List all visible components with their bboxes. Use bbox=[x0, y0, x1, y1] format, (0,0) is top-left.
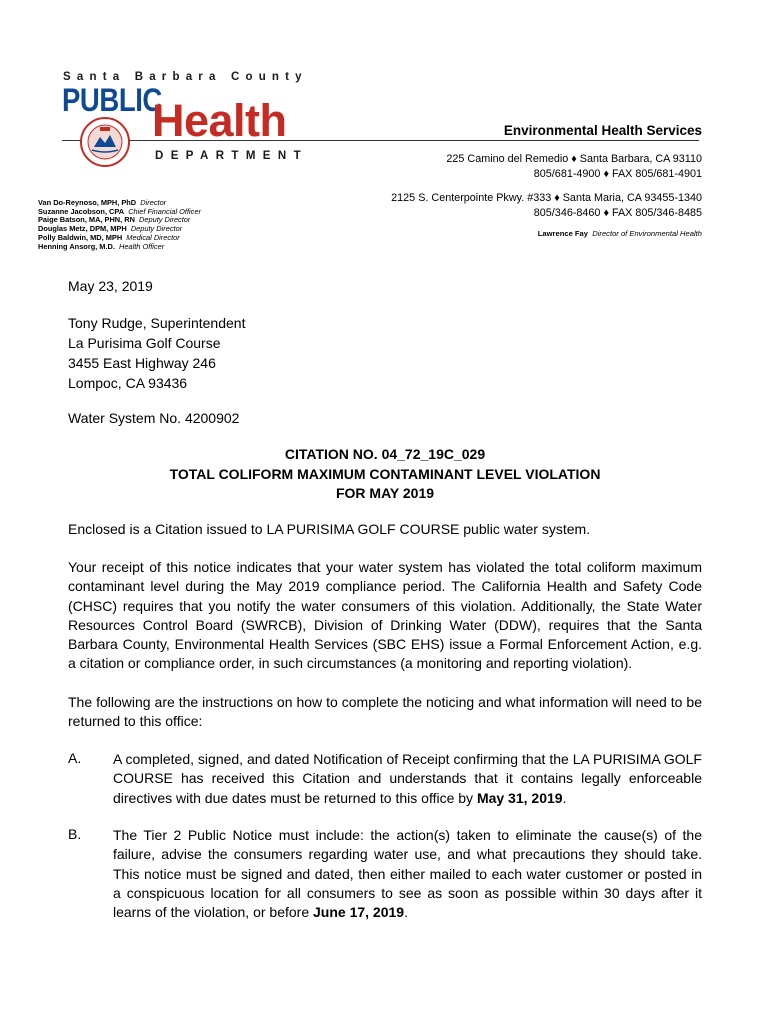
paragraph-instructions: The following are the instructions on how to complete the noticing and what information will need to be returned to this office: bbox=[68, 694, 702, 730]
item-body: The Tier 2 Public Notice must include: the action(s) taken to eliminate the cause(s) of the failure, advise the consumers regarding water use, and what precautions they should take. This notice must be signed and dated, then either mailed to each water customer or posted in a conspicuous location for all consumers to see as soon as possible within 30 days after it learns of the violation, or before bbox=[113, 827, 702, 921]
address-line: 2125 S. Centerpointe Pkwy. #333 ♦ Santa Maria, CA 93455-1340 bbox=[391, 192, 702, 204]
paragraph-violation: Your receipt of this notice indicates that your water system has violated the total coliform maximum contaminant level during the May 2019 compliance period. The California Health and Safety Code (CHSC) requires that you notify the water consumers of this violation. Additionally, the State Water Resources Control Board (SWRCB), Division of Drinking Water (DDW), requires that the Santa Barbara County, Environmental Health Services (SBC EHS) issue a Formal Enforcement Action, e.g. a citation or compliance order, in such circumstances (a monitoring and reporting violation). bbox=[68, 559, 702, 672]
logo-health: Health bbox=[152, 95, 287, 146]
director-title: Director of Environmental Health bbox=[592, 229, 702, 238]
item-a-text bbox=[113, 750, 702, 808]
due-date: May 31, 2019 bbox=[476, 789, 563, 806]
item-end: . bbox=[562, 789, 567, 806]
environmental-director bbox=[538, 229, 702, 238]
county-seal-icon bbox=[80, 117, 130, 167]
subject-line: TOTAL COLIFORM MAXIMUM CONTAMINANT LEVEL VIOLATION bbox=[169, 465, 601, 482]
staff-title: Medical Director bbox=[126, 232, 180, 242]
logo-public: PUBLIC bbox=[62, 82, 162, 118]
due-date: June 17, 2019 bbox=[313, 904, 405, 921]
staff-name: Polly Baldwin, MD, MPH bbox=[38, 232, 123, 242]
logo-department: DEPARTMENT bbox=[155, 150, 309, 162]
citation-subject bbox=[68, 445, 702, 504]
staff-name: Suzanne Jacobson, CPA bbox=[38, 206, 125, 216]
phone-line: 805/346-8460 ♦ FAX 805/346-8485 bbox=[533, 206, 702, 219]
recipient-address bbox=[68, 313, 245, 393]
paragraph-enclosed: Enclosed is a Citation issued to LA PURISIMA GOLF COURSE public water system. bbox=[68, 521, 591, 537]
recipient-line: Lompoc, CA 93436 bbox=[68, 375, 188, 391]
item-a-marker: A. bbox=[68, 750, 82, 766]
office-title: Environmental Health Services bbox=[503, 123, 702, 138]
item-b-marker: B. bbox=[68, 826, 82, 842]
subject-line: CITATION NO. 04_72_19C_029 bbox=[284, 446, 486, 462]
letter-date: May 23, 2019 bbox=[68, 278, 153, 294]
item-end: . bbox=[404, 904, 408, 921]
item-b-text bbox=[113, 826, 702, 922]
county-name: Santa Barbara County bbox=[63, 71, 308, 83]
staff-name: Paige Batson, MA, PHN, RN bbox=[38, 215, 135, 225]
staff-list bbox=[38, 199, 201, 251]
staff-name: Douglas Metz, DPM, MPH bbox=[38, 224, 127, 234]
recipient-line: Tony Rudge, Superintendent bbox=[68, 315, 246, 331]
staff-title: Deputy Director bbox=[139, 215, 191, 225]
address-santa-barbara bbox=[446, 152, 702, 181]
subject-line: FOR MAY 2019 bbox=[335, 485, 435, 501]
staff-title: Chief Financial Officer bbox=[128, 206, 201, 216]
staff-item bbox=[38, 243, 201, 252]
staff-title: Deputy Director bbox=[130, 224, 183, 234]
recipient-line: 3455 East Highway 246 bbox=[68, 355, 216, 371]
director-name: Lawrence Fay bbox=[537, 229, 589, 238]
staff-title: Director bbox=[140, 198, 167, 207]
staff-name: Van Do-Reynoso, MPH, PhD bbox=[38, 198, 137, 207]
water-system-number: Water System No. 4200902 bbox=[68, 410, 240, 426]
item-body: A completed, signed, and dated Notification of Receipt confirming that the LA PURISIMA GOLF COURSE has received this Citation and understands that it contains legally enforceable directives with due dates must be returned to this office by bbox=[113, 751, 702, 806]
address-line: 225 Camino del Remedio ♦ Santa Barbara, CA 93110 bbox=[446, 153, 702, 165]
phone-line: 805/681-4900 ♦ FAX 805/681-4901 bbox=[533, 167, 702, 180]
address-santa-maria bbox=[391, 191, 702, 220]
recipient-line: La Purisima Golf Course bbox=[68, 335, 221, 351]
staff-title: Health Officer bbox=[119, 241, 165, 251]
staff-name: Henning Ansorg, M.D. bbox=[38, 241, 115, 251]
